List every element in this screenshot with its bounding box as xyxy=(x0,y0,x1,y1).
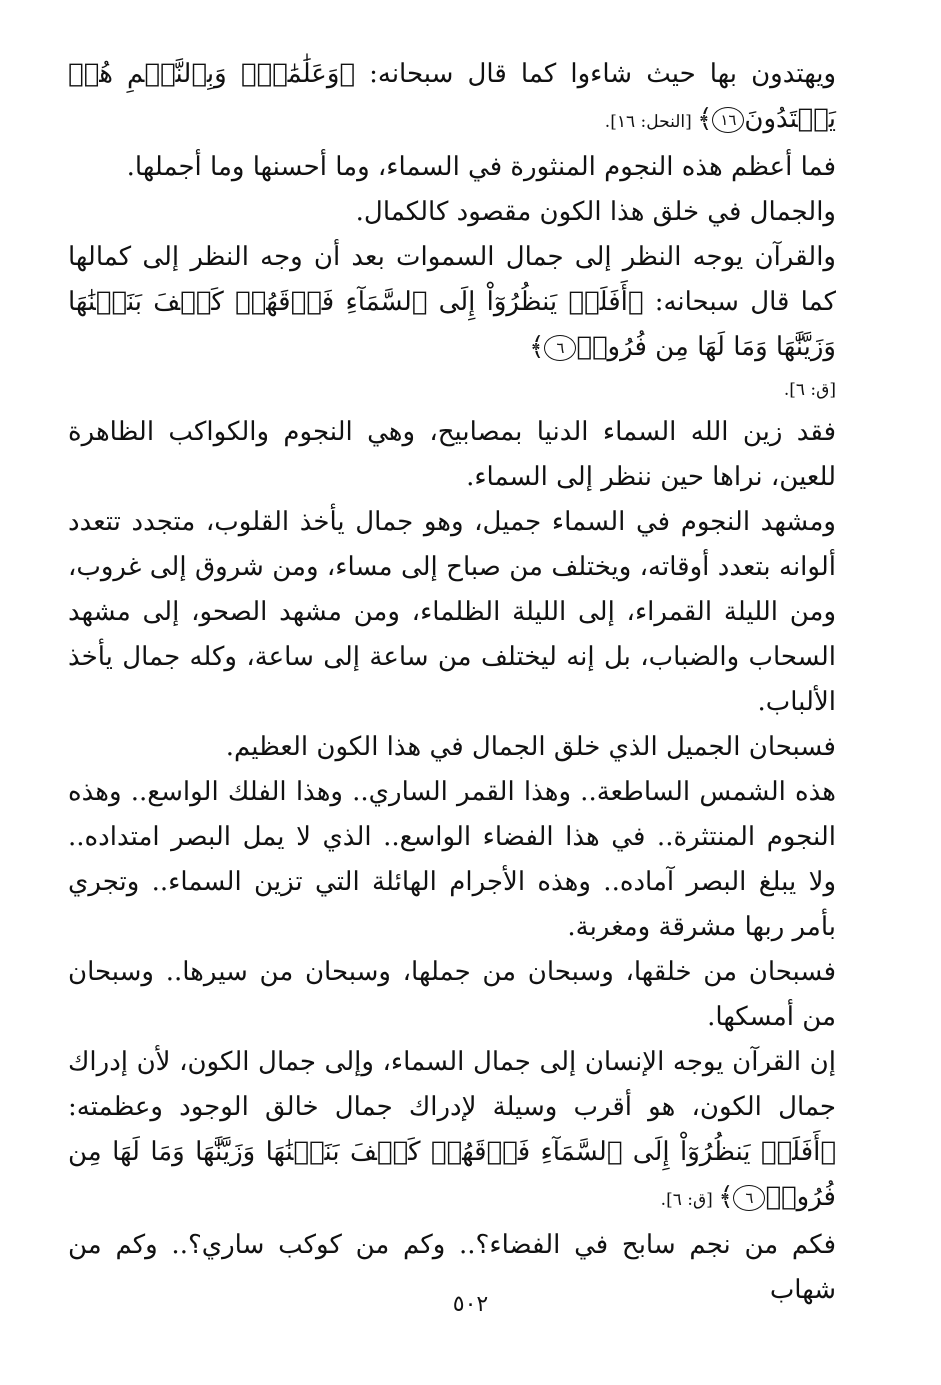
paragraph-text: ويهتدون بها حيث شاءوا كما قال سبحانه: xyxy=(354,59,837,89)
paragraph xyxy=(68,725,836,770)
paragraph-text: والقرآن يوجه النظر إلى جمال السموات بعد أن وجه النظر إلى كمالها كما قال سبحانه: xyxy=(68,242,836,317)
paragraph xyxy=(68,770,836,950)
quran-verse: ﴾ xyxy=(718,1182,734,1212)
quran-verse: ﴾ xyxy=(697,104,713,134)
verse-reference: [ق: ٦]. xyxy=(783,380,836,400)
paragraph xyxy=(68,235,836,370)
paragraph-text: والجمال في خلق هذا الكون مقصود كالكمال. xyxy=(355,197,836,227)
quran-verse: ﴾ xyxy=(529,332,545,362)
quran-verse: ﴿أَفَلَمۡ يَنظُرُوٓاْ إِلَى ٱلسَّمَآءِ فَوۡقَهُمۡ كَيۡفَ بَنَيۡنَٰهَا وَزَيَّنَّٰهَا وَمَا لَهَا مِن فُرُوجٖ xyxy=(68,287,836,362)
quran-verse: ﴿أَفَلَمۡ يَنظُرُوٓاْ إِلَى ٱلسَّمَآءِ فَوۡقَهُمۡ كَيۡفَ بَنَيۡنَٰهَا وَزَيَّنَّٰهَا وَمَا لَهَا مِن فُرُوجٖ xyxy=(68,1137,836,1212)
paragraph-text: هذه الشمس الساطعة.. وهذا القمر الساري.. وهذا الفلك الواسع.. وهذه النجوم المنتثرة.. في هذا الفضاء الواسع.. الذي لا يمل البصر امتداده.. ولا يبلغ البصر آماده.. وهذه الأجرام الهائلة التي تزين السماء.. وتجري بأمر ربها مشرقة ومغربة. xyxy=(68,777,836,942)
paragraph-text: ومشهد النجوم في السماء جميل، وهو جمال يأخذ القلوب، متجدد تتعدد ألوانه بتعدد أوقاته، ويختلف من صباح إلى مساء، ومن شروق إلى غروب، ومن الليلة القمراء، إلى الليلة الظلماء، ومن مشهد الصحو، إلى مشهد السحاب والضباب، بل إنه ليختلف من ساعة إلى ساعة، وكله جمال يأخذ الألباب. xyxy=(68,507,836,717)
paragraph-text: فكم من نجم سابح في الفضاء؟.. وكم من كوكب ساري؟.. وكم من شهاب xyxy=(68,1230,836,1305)
page-number: ٥٠٢ xyxy=(452,1292,489,1317)
verse-reference: [ق: ٦]. xyxy=(660,1190,719,1210)
paragraph-text: فما أعظم هذه النجوم المنثورة في السماء، وما أحسنها وما أجملها. xyxy=(126,152,836,182)
main-text xyxy=(68,52,836,1313)
verse-number-marker: ١٦ xyxy=(712,107,744,133)
verse-reference: [النحل: ١٦]. xyxy=(604,112,698,132)
paragraph-text: فقد زين الله السماء الدنيا بمصابيح، وهي النجوم والكواكب الظاهرة للعين، نراها حين ننظر إلى السماء. xyxy=(68,417,836,492)
paragraph xyxy=(68,52,836,145)
paragraph xyxy=(68,950,836,1040)
paragraph xyxy=(68,500,836,725)
paragraph-text: فسبحان من خلقها، وسبحان من جملها، وسبحان من سيرها.. وسبحان من أمسكها. xyxy=(68,957,836,1032)
quran-verse: ﴿وَعَلَٰمَٰتٍۚ وَبِٱلنَّجۡمِ هُمۡ يَهۡتَدُونَ xyxy=(68,59,836,134)
paragraph-text: إن القرآن يوجه الإنسان إلى جمال السماء، وإلى جمال الكون، لأن إدراك جمال الكون، هو أقرب وسيلة لإدراك جمال خالق الوجود وعظمته: xyxy=(68,1047,836,1122)
paragraph xyxy=(68,190,836,235)
paragraph xyxy=(68,410,836,500)
paragraph xyxy=(68,145,836,190)
paragraph xyxy=(68,1040,836,1223)
verse-number-marker: ٦ xyxy=(544,335,576,361)
paragraph-text: فسبحان الجميل الذي خلق الجمال في هذا الكون العظيم. xyxy=(225,732,836,762)
verse-number-marker: ٦ xyxy=(733,1185,765,1211)
